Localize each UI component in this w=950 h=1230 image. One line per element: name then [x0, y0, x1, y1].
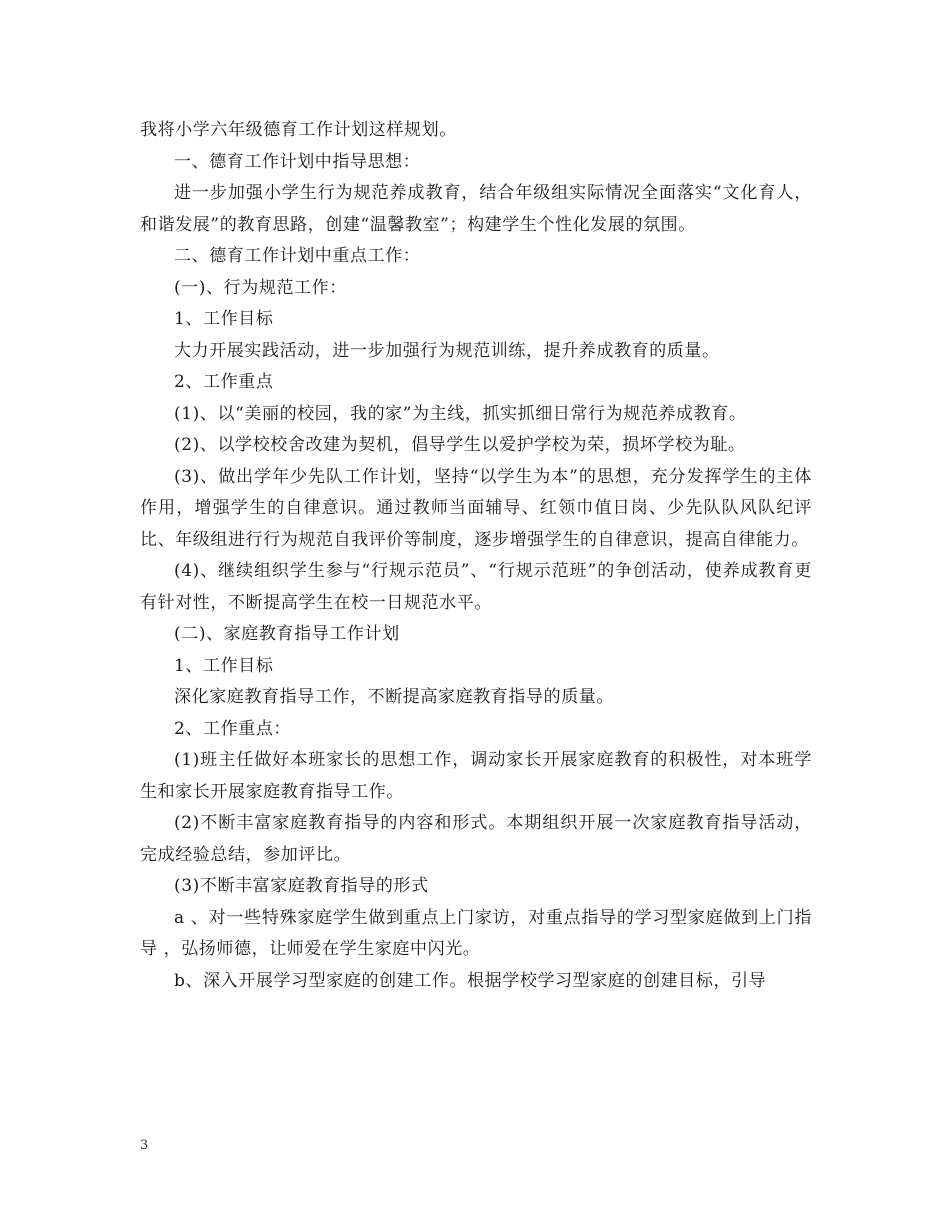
- paragraph: 进一步加强小学生行为规范养成教育，结合年级组实际情况全面落实“文化育人，和谐发展”的教育思路，创建“温馨教室”；构建学生个性化发展的氛围。: [140, 183, 812, 235]
- paragraph: (3)不断丰富家庭教育指导的形式: [174, 876, 429, 896]
- paragraph: (二)、家庭教育指导工作计划: [174, 624, 400, 644]
- paragraph: 1、工作目标: [174, 655, 274, 676]
- paragraph: 二、德育工作计划中重点工作：: [174, 246, 421, 266]
- paragraph: 2、工作重点：: [174, 718, 292, 739]
- paragraph: 大力开展实践活动，进一步加强行为规范训练，提升养成教育的质量。: [174, 340, 720, 361]
- paragraph: (4)、继续组织学生参与“行规示范员”、“行规示范班”的争创活动，使养成教育更有针对性，不断提高学生在校一日规范水平。: [140, 561, 812, 613]
- paragraph: 2、工作重点: [174, 372, 274, 392]
- paragraph: (1)、以“美丽的校园，我的家”为主线，抓实抓细日常行为规范养成教育。: [174, 403, 747, 424]
- page-number: 3: [140, 1138, 149, 1153]
- paragraph: (2)、以学校校舍改建为契机，倡导学生以爱护学校为荣，损坏学校为耻。: [174, 435, 746, 455]
- paragraph: a 、对一些特殊家庭学生做到重点上门家访，对重点指导的学习型家庭做到上门指导 ，弘扬师德，让师爱在学生家庭中闪光。: [140, 907, 812, 959]
- paragraph: 我将小学六年级德育工作计划这样规划。: [140, 120, 457, 140]
- paragraph: (3)、做出学年少先队工作计划，坚持“以学生为本”的思想，充分发挥学生的主体作用，增强学生的自律意识。通过教师当面辅导、红领巾值日岗、少先队队风队纪评比、年级组进行行为规范自我评价等制度，逐步增强学生的自律意识，提高自律能力。: [140, 466, 812, 550]
- document-body: [140, 115, 812, 997]
- paragraph: 深化家庭教育指导工作，不断提高家庭教育指导的质量。: [174, 687, 614, 707]
- paragraph: 一、德育工作计划中指导思想：: [174, 151, 421, 172]
- paragraph: (一)、行为规范工作：: [174, 277, 347, 298]
- paragraph: (2)不断丰富家庭教育指导的内容和形式。本期组织开展一次家庭教育指导活动，完成经验总结，参加评比。: [140, 813, 812, 865]
- paragraph: b、深入开展学习型家庭的创建工作。根据学校学习型家庭的创建目标，引导: [174, 970, 767, 991]
- paragraph: 1、工作目标: [174, 309, 274, 329]
- paragraph: (1)班主任做好本班家长的思想工作，调动家长开展家庭教育的积极性，对本班学生和家长开展家庭教育指导工作。: [140, 750, 812, 802]
